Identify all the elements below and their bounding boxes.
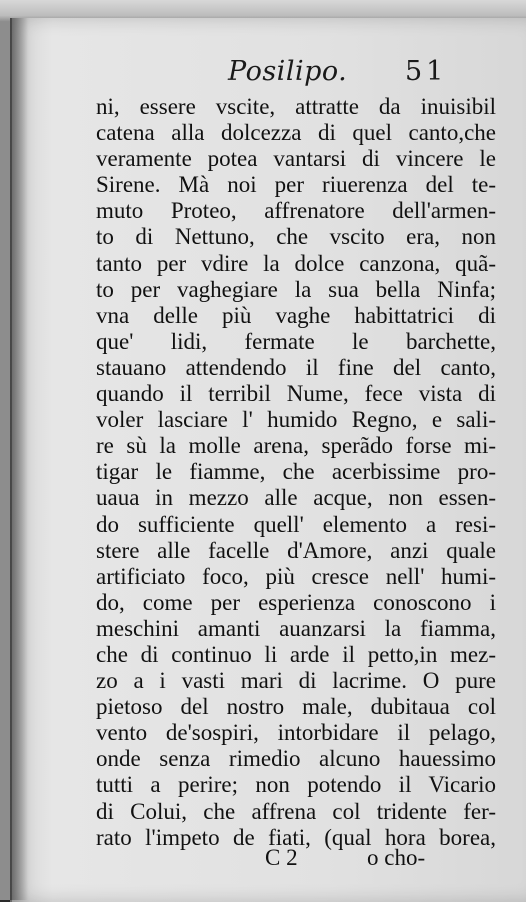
text-line: re sù la molle arena, sperãdo forse mi-: [96, 433, 496, 459]
text-line: di Colui, che affrena col tridente fer-: [96, 798, 496, 824]
text-line: onde senza rimedio alcuno hauessimo: [96, 746, 496, 772]
text-line: artificiato foco, più cresce nell' humi-: [96, 563, 496, 589]
text-line: vna delle più vaghe habittatrici di: [96, 302, 496, 328]
body-text: [96, 94, 496, 851]
text-line: tutti a perire; non potendo il Vicario: [96, 772, 496, 798]
text-line: tigar le fiamme, che acerbissime pro-: [96, 459, 496, 485]
text-line: pietoso del nostro male, dubitaua col: [96, 694, 496, 720]
catchword: o cho-: [367, 845, 426, 870]
text-line: vento de'sospiri, intorbidare il pelago,: [96, 720, 496, 746]
text-line: do sufficiente quell' elemento a resi-: [96, 511, 496, 537]
text-line: voler lasciare l' humido Regno, e sali-: [96, 407, 496, 433]
text-line: uaua in mezzo alle acque, non essen-: [96, 485, 496, 511]
text-line: meschini amanti auanzarsi la fiamma,: [96, 615, 496, 641]
gutter-shadow: [10, 18, 28, 900]
text-line: stere alle facelle d'Amore, anzi quale: [96, 537, 496, 563]
text-line: que' lidi, fermate le barchette,: [96, 328, 496, 354]
text-line: Sirene. Mà noi per riuerenza del te-: [96, 172, 496, 198]
page-number: 51: [405, 56, 448, 87]
text-line: che di continuo li arde il petto,in mez-: [96, 641, 496, 667]
text-line: ni, essere vscite, attratte da inuisibil: [96, 94, 496, 119]
text-line: stauano attendendo il fine del canto,: [96, 354, 496, 380]
text-line: do, come per esperienza conoscono i: [96, 589, 496, 615]
signature-mark: C 2: [265, 845, 298, 870]
text-line: to di Nettuno, che vscito era, non: [96, 224, 496, 250]
text-line: rato l'impeto de fiati, (qual hora borea,: [96, 824, 496, 850]
text-line: catena alla dolcezza di quel canto,che: [96, 120, 496, 146]
text-line: quando il terribil Nume, fece vista di: [96, 381, 496, 407]
text-line: tanto per vdire la dolce canzona, quã-: [96, 250, 496, 276]
page-header: [0, 56, 526, 96]
text-line: zo a i vasti mari di lacrime. O pure: [96, 668, 496, 694]
text-line: muto Proteo, affrenatore dell'armen-: [96, 198, 496, 224]
text-line: to per vaghegiare la sua bella Ninfa;: [96, 276, 496, 302]
running-title: Posilipo.: [228, 56, 348, 87]
text-line: veramente potea vantarsi di vincere le: [96, 146, 496, 172]
